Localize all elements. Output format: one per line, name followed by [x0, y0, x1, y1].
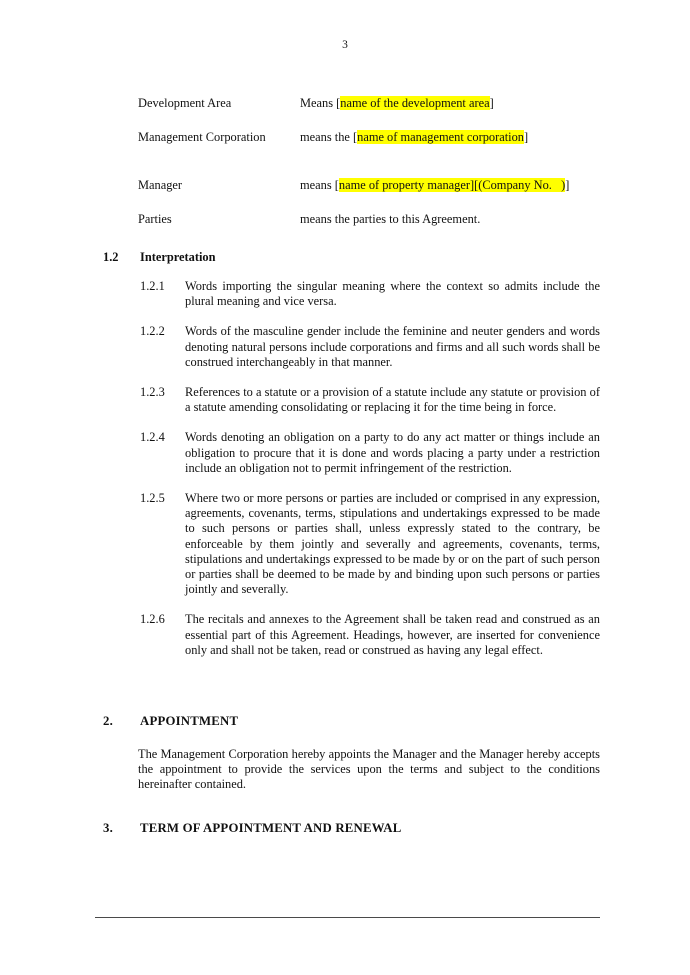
definition-value [300, 96, 494, 111]
clause-text: Words of the masculine gender include the feminine and neuter genders and words denoting natural persons include corporations and firms and all such words shall be construed interchangeably in that manner. [185, 324, 600, 369]
heading-term-of-appointment [103, 820, 623, 836]
clause-text: Words denoting an obligation on a party to do any act matter or things include an obligation to procure that it is done and words placing a party under a restriction include an obligation not to permit infringement of the restriction. [185, 430, 600, 475]
definition-value-prefix: means the parties to this Agreement. [300, 212, 481, 226]
definition-row [138, 212, 600, 230]
footer-divider [95, 917, 600, 918]
definition-value [300, 212, 480, 227]
definition-value-suffix: ] [565, 178, 570, 192]
clause-item [140, 324, 600, 370]
page-number: 3 [342, 39, 348, 51]
definition-placeholder-highlight: name of the development area [340, 96, 490, 110]
heading-appointment-title: APPOINTMENT [140, 714, 239, 728]
clause-number: 1.2.2 [140, 324, 165, 339]
clause-text: References to a statute or a provision of a statute include any statute or provision of a statute amending consolidating or replacing it for the time being in force. [185, 385, 600, 415]
clause-text: Words importing the singular meaning where the context so admits include the plural meaning and vice versa. [185, 279, 600, 309]
heading-interpretation [103, 250, 603, 265]
definition-term: Development Area [138, 96, 232, 110]
appointment-paragraph: The Management Corporation hereby appoints the Manager and the Manager hereby accepts the appointment to provide the services upon the terms and subject to the conditions hereinafter contained. [138, 747, 600, 792]
clause-number: 1.2.6 [140, 612, 165, 627]
clause-number: 1.2.5 [140, 491, 165, 506]
definition-placeholder-highlight: name of management corporation [357, 130, 524, 144]
definition-value-prefix: means [ [300, 178, 339, 192]
clause-item [140, 385, 600, 415]
definition-term: Manager [138, 178, 183, 192]
definition-row [138, 178, 600, 196]
clause-number: 1.2.1 [140, 279, 165, 293]
definition-row [138, 96, 600, 114]
heading-term-of-appointment-number: 3. [103, 821, 113, 835]
interpretation-clauses [140, 279, 600, 658]
definition-term: Parties [138, 212, 172, 226]
clause-item [140, 491, 600, 597]
definition-value-suffix: ] [524, 130, 529, 144]
definition-placeholder-highlight: name of property manager][(Company No. ) [338, 178, 566, 192]
heading-appointment-number: 2. [103, 714, 113, 728]
definitions-list [138, 96, 600, 230]
definition-value-prefix: Means [ [300, 96, 341, 110]
heading-interpretation-number: 1.2 [103, 250, 119, 264]
heading-appointment [103, 713, 623, 729]
clause-text: The recitals and annexes to the Agreement shall be taken read and construed as an essential part of this Agreement. Headings, however, are inserted for convenience only and shall not be taken, read or construed as having any legal effect. [185, 612, 600, 657]
definition-row [138, 130, 600, 148]
clause-item [140, 612, 600, 658]
heading-term-of-appointment-title: TERM OF APPOINTMENT AND RENEWAL [140, 821, 402, 835]
definition-value-suffix: ] [489, 96, 494, 110]
definition-value [300, 178, 569, 193]
clause-item [140, 279, 600, 309]
clause-number: 1.2.4 [140, 430, 165, 445]
definition-term: Management Corporation [138, 130, 266, 144]
definition-value [300, 130, 528, 145]
heading-interpretation-title: Interpretation [140, 250, 216, 264]
clause-item [140, 430, 600, 476]
definition-value-prefix: means the [ [300, 130, 358, 144]
clause-text: Where two or more persons or parties are included or comprised in any expression, agreements, covenants, terms, stipulations and undertakings expressed to be made to such persons or parties shall, unless expressly stated to the contrary, be enforceable by them jointly and severally and agreements, covenants, terms, stipulations and undertakings expressed to be made by or on the part of such person or parties shall be deemed to be made by and binding upon such persons or parties jointly and severally. [185, 491, 600, 597]
clause-number: 1.2.3 [140, 385, 165, 400]
